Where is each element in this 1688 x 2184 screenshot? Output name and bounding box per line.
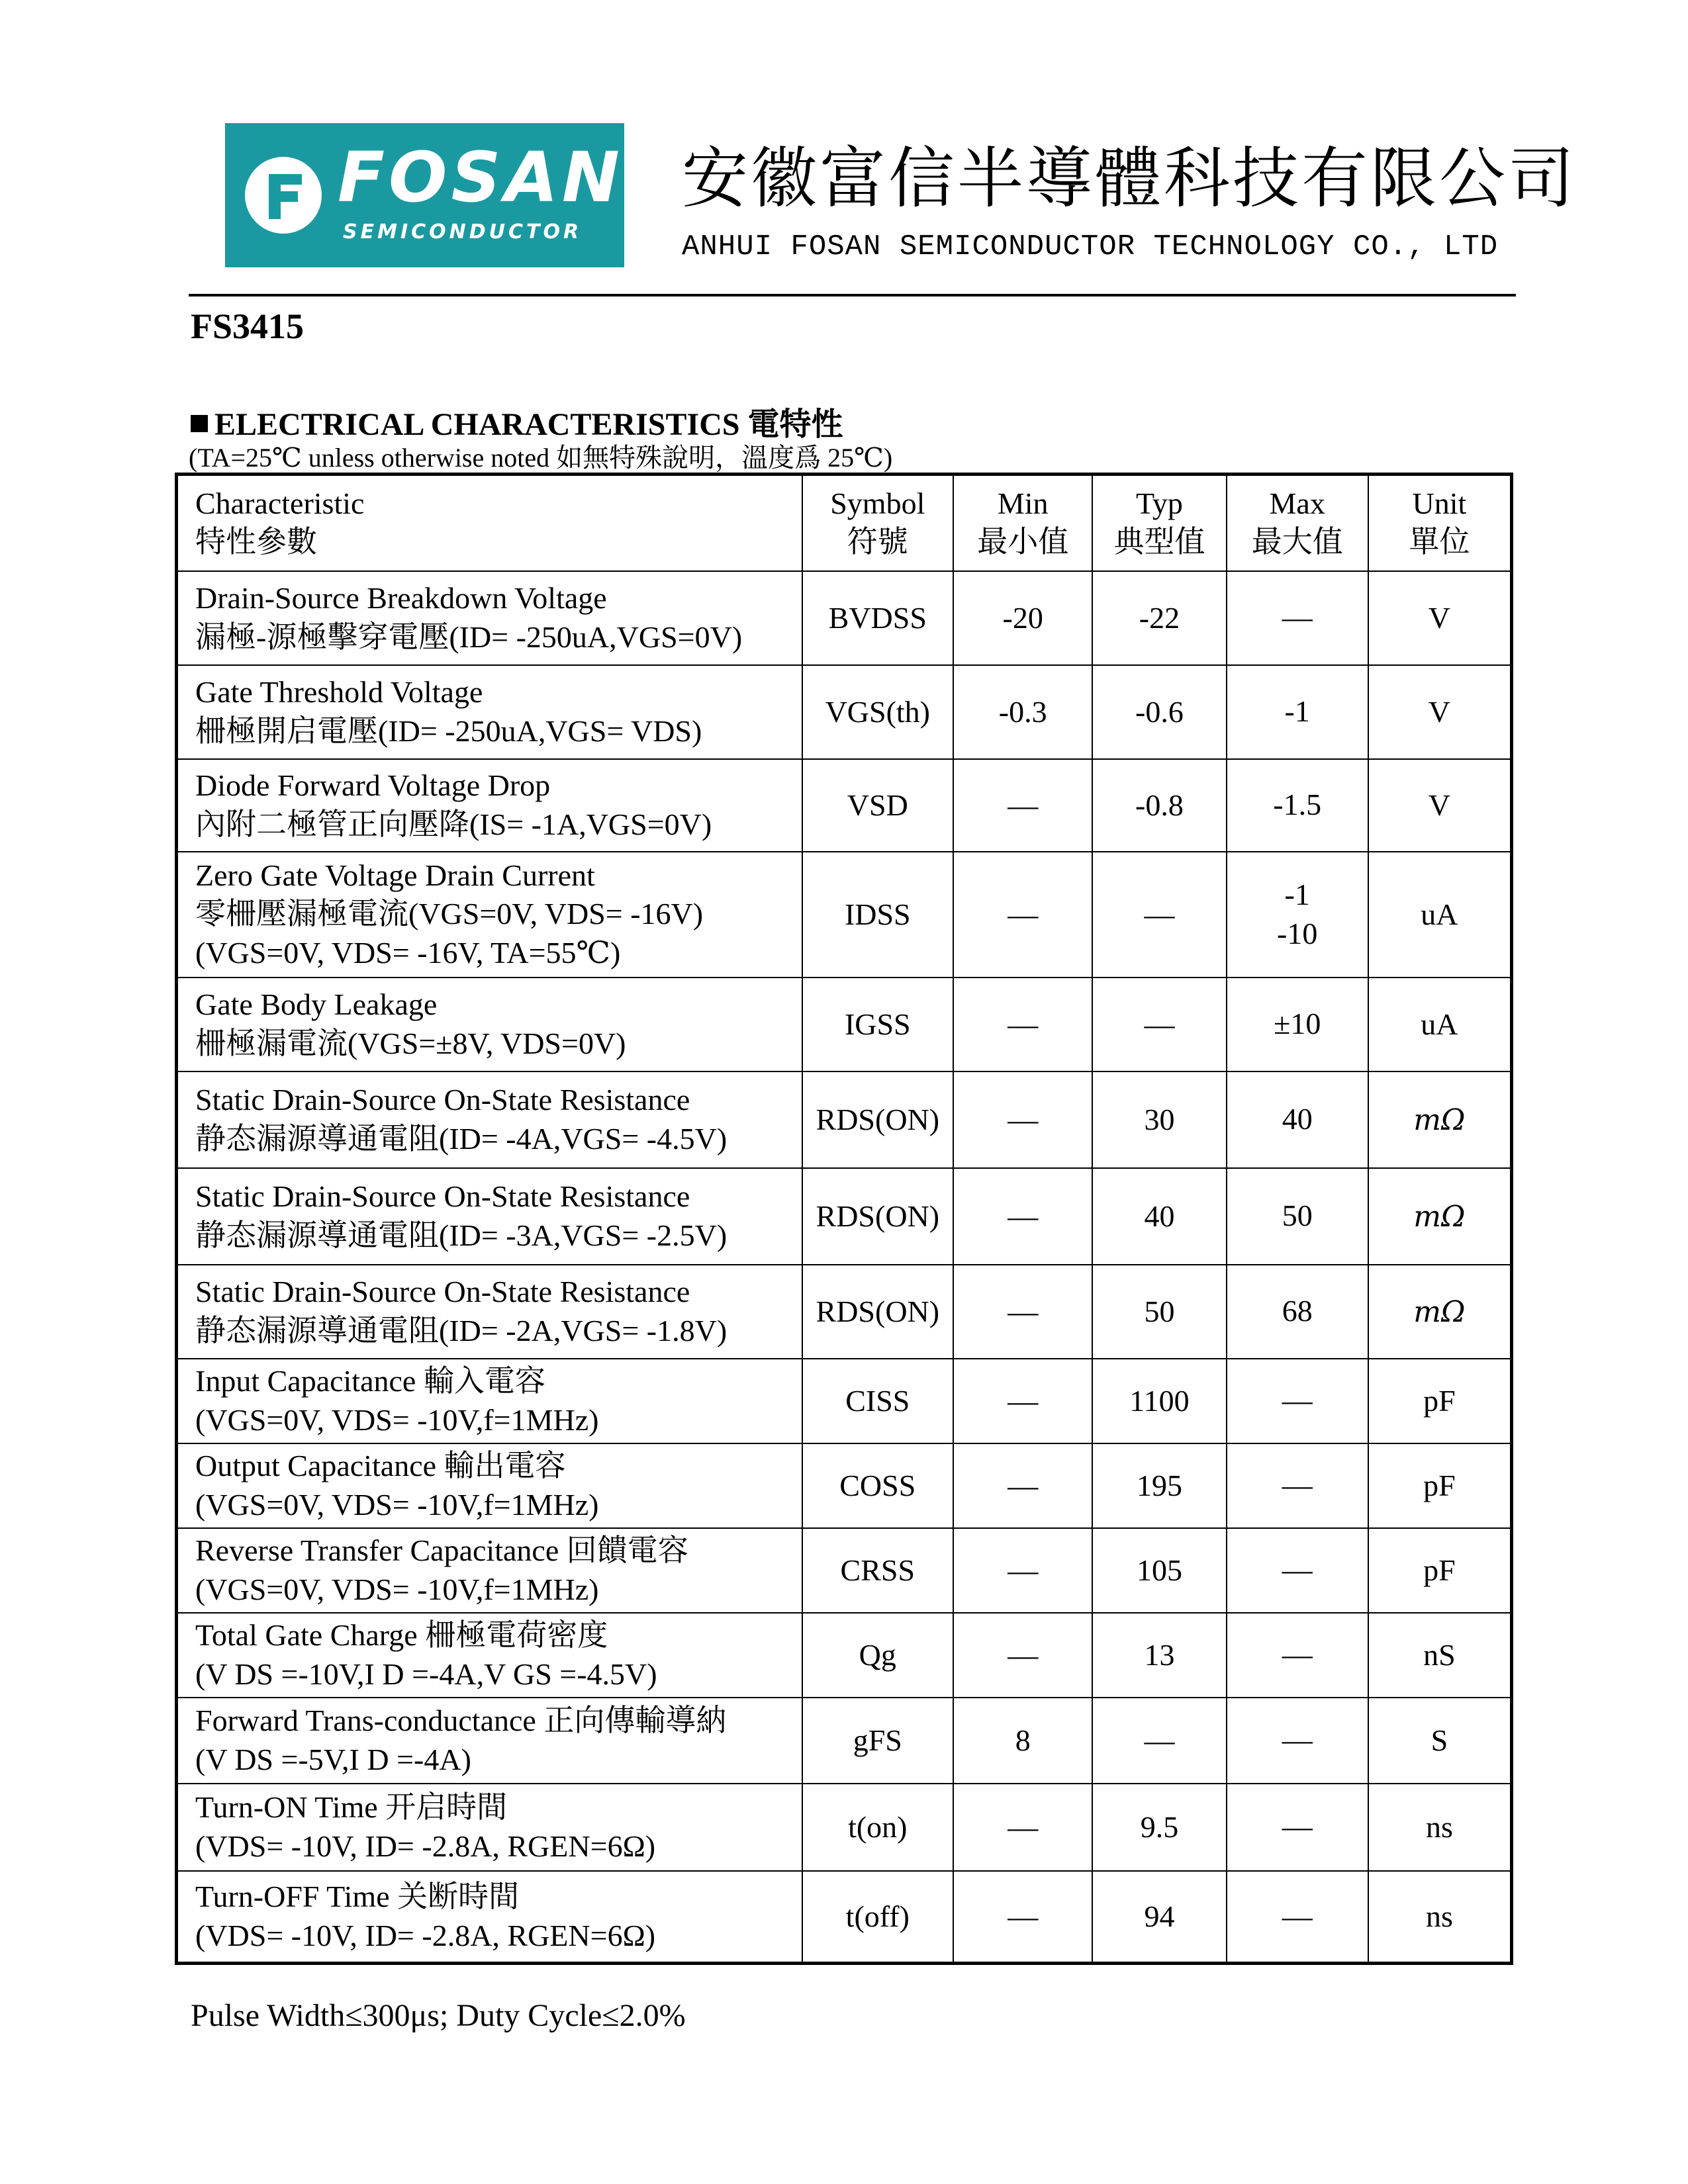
typ-cell (1092, 1528, 1226, 1613)
unit-value: pF (1423, 1553, 1456, 1587)
typ-cell (1092, 1168, 1226, 1265)
typ-value: 94 (1144, 1899, 1175, 1934)
max-value: -1 (1284, 878, 1310, 912)
typ-cell (1092, 1613, 1226, 1698)
table-row (177, 1613, 1512, 1698)
table-row (177, 759, 1512, 852)
min-cell (953, 759, 1092, 852)
min-cell (953, 1071, 1092, 1168)
symbol-text: RDS(ON) (816, 1199, 940, 1233)
characteristic-cell (177, 1613, 802, 1698)
company-logo (225, 123, 624, 267)
max-value: — (1282, 600, 1313, 635)
typ-value: 9.5 (1140, 1810, 1179, 1844)
header-cell (1368, 475, 1512, 571)
table-row (177, 1528, 1512, 1613)
symbol-cell (802, 665, 954, 759)
max-cell (1227, 852, 1368, 978)
header-label-en: Symbol (830, 486, 925, 520)
max-value: ±10 (1274, 1007, 1321, 1041)
characteristic-line: Gate Threshold Voltage (195, 675, 483, 709)
typ-cell (1092, 978, 1226, 1071)
max-value: 68 (1282, 1294, 1313, 1328)
characteristic-line: 內附二極管正向壓降(IS= -1A,VGS=0V) (195, 807, 712, 841)
symbol-cell (802, 1168, 954, 1265)
logo-subtitle: SEMICONDUCTOR (343, 220, 583, 244)
min-value: — (1008, 1638, 1039, 1672)
characteristic-line: 漏極-源極擊穿電壓(ID= -250uA,VGS=0V) (195, 619, 743, 654)
symbol-text: Qg (859, 1638, 896, 1672)
max-value: — (1282, 1809, 1313, 1844)
characteristic-cell (177, 1443, 802, 1528)
typ-cell (1092, 1265, 1226, 1359)
typ-value: -0.8 (1135, 788, 1184, 822)
max-value: 50 (1282, 1199, 1313, 1233)
min-value: — (1008, 1810, 1039, 1844)
max-cell (1227, 571, 1368, 665)
characteristic-line: (VDS= -10V, ID= -2.8A, RGEN=6Ω) (195, 1918, 656, 1952)
symbol-cell (802, 571, 954, 665)
min-value: 8 (1015, 1723, 1031, 1757)
unit-value: mΩ (1413, 1200, 1466, 1234)
header-label-en: Typ (1136, 486, 1183, 520)
characteristic-line: 零柵壓漏極電流(VGS=0V, VDS= -16V) (195, 897, 704, 931)
table-row (177, 1784, 1512, 1871)
min-value: -20 (1002, 601, 1043, 635)
symbol-cell (802, 1528, 954, 1613)
unit-value: pF (1423, 1384, 1456, 1418)
table-row (177, 1698, 1512, 1784)
typ-cell (1092, 665, 1226, 759)
characteristic-line: (VGS=0V, VDS= -16V, TA=55℃) (195, 935, 621, 970)
table-row (177, 571, 1512, 665)
characteristic-cell (177, 978, 802, 1071)
symbol-cell (802, 1871, 954, 1964)
max-cell (1227, 1871, 1368, 1964)
typ-cell (1092, 759, 1226, 852)
unit-value: S (1430, 1723, 1448, 1757)
max-cell (1227, 1613, 1368, 1698)
unit-value: pF (1423, 1469, 1456, 1502)
typ-cell (1092, 571, 1226, 665)
characteristic-cell (177, 1528, 802, 1613)
table-row (177, 1168, 1512, 1265)
typ-value: 195 (1136, 1469, 1182, 1502)
max-value: — (1282, 1383, 1313, 1418)
unit-cell (1368, 1265, 1512, 1359)
symbol-text: RDS(ON) (816, 1295, 940, 1328)
characteristic-line: Static Drain-Source On-State Resistance (195, 1275, 690, 1309)
typ-cell (1092, 1871, 1226, 1964)
max-value: — (1282, 1553, 1313, 1587)
characteristic-cell (177, 1698, 802, 1784)
min-cell (953, 1265, 1092, 1359)
characteristic-cell (177, 571, 802, 665)
table-body (177, 475, 1512, 1964)
table-header-row (177, 475, 1512, 571)
min-cell (953, 852, 1092, 978)
characteristic-cell (177, 1871, 802, 1964)
header-cell (1092, 475, 1226, 571)
typ-value: — (1144, 1723, 1175, 1757)
max-cell (1227, 1528, 1368, 1613)
min-cell (953, 1871, 1092, 1964)
min-value: — (1008, 1295, 1039, 1328)
max-value: -1.5 (1273, 788, 1322, 822)
typ-value: 105 (1136, 1553, 1182, 1587)
characteristic-line: Static Drain-Source On-State Resistance (195, 1083, 690, 1117)
symbol-cell (802, 978, 954, 1071)
unit-value: nS (1423, 1638, 1456, 1672)
table-row (177, 665, 1512, 759)
unit-value: V (1428, 788, 1451, 822)
unit-value: ns (1425, 1810, 1453, 1844)
symbol-cell (802, 1698, 954, 1784)
unit-value: V (1428, 601, 1451, 635)
unit-cell (1368, 1168, 1512, 1265)
min-value: -0.3 (998, 695, 1047, 729)
unit-value: mΩ (1413, 1103, 1466, 1137)
table-row (177, 1071, 1512, 1168)
characteristic-line: Input Capacitance 輸入電容 (195, 1364, 545, 1398)
min-value: — (1008, 1469, 1039, 1502)
min-cell (953, 571, 1092, 665)
section-title-text: ELECTRICAL CHARACTERISTICS 電特性 (214, 407, 843, 442)
company-name-en: ANHUI FOSAN SEMICONDUCTOR TECHNOLOGY CO., LTD (682, 230, 1499, 263)
max-cell (1227, 665, 1368, 759)
characteristic-line: (V DS =-10V,I D =-4A,V GS =-4.5V) (195, 1657, 657, 1691)
unit-value: uA (1421, 1007, 1458, 1041)
header-label-cn: 符號 (847, 525, 908, 559)
characteristic-line: (V DS =-5V,I D =-4A) (195, 1742, 471, 1776)
min-cell (953, 1443, 1092, 1528)
header-cell (953, 475, 1092, 571)
max-value: — (1282, 1468, 1313, 1502)
typ-value: — (1144, 897, 1175, 931)
unit-cell (1368, 1613, 1512, 1698)
characteristic-line: Forward Trans-conductance 正向傳輸導納 (195, 1704, 727, 1738)
characteristic-line: Reverse Transfer Capacitance 回饋電容 (195, 1533, 688, 1568)
symbol-cell (802, 1443, 954, 1528)
unit-cell (1368, 1443, 1512, 1528)
symbol-text: COSS (839, 1469, 916, 1502)
typ-cell (1092, 1784, 1226, 1871)
max-cell (1227, 978, 1368, 1071)
header-label-en: Min (997, 486, 1049, 520)
typ-cell (1092, 1443, 1226, 1528)
part-number: FS3415 (191, 306, 305, 346)
symbol-cell (802, 1784, 954, 1871)
typ-value: 50 (1144, 1295, 1175, 1328)
characteristic-line: (VDS= -10V, ID= -2.8A, RGEN=6Ω) (195, 1829, 656, 1863)
characteristic-cell (177, 852, 802, 978)
min-cell (953, 978, 1092, 1071)
test-conditions: (TA=25℃ unless otherwise noted 如無特殊說明，溫度爲 25℃) (189, 443, 893, 473)
unit-cell (1368, 1359, 1512, 1443)
header-divider (189, 294, 1516, 296)
characteristic-line: Gate Body Leakage (195, 987, 438, 1022)
max-cell (1227, 1359, 1368, 1443)
characteristic-line: 静态漏源導通電阻(ID= -2A,VGS= -1.8V) (195, 1313, 727, 1347)
symbol-cell (802, 759, 954, 852)
symbol-text: IGSS (844, 1007, 911, 1041)
max-value: — (1282, 1899, 1313, 1933)
unit-cell (1368, 1784, 1512, 1871)
symbol-cell (802, 1071, 954, 1168)
symbol-text: gFS (853, 1723, 902, 1757)
max-value: -1 (1284, 694, 1310, 729)
header-label-cn: 最小值 (977, 525, 1069, 559)
company-name-cn: 安徽富信半導體科技有限公司 (682, 140, 1577, 217)
min-value: — (1008, 1899, 1039, 1934)
footnote: Pulse Width≤300μs; Duty Cycle≤2.0% (191, 1998, 686, 2033)
table-row (177, 1265, 1512, 1359)
characteristic-line: Total Gate Charge 柵極電荷密度 (195, 1618, 608, 1653)
unit-cell (1368, 978, 1512, 1071)
typ-value: -0.6 (1135, 695, 1184, 729)
header-label-cn: 典型值 (1113, 525, 1205, 559)
characteristic-line: 静态漏源導通電阻(ID= -4A,VGS= -4.5V) (195, 1121, 727, 1156)
table-row (177, 1443, 1512, 1528)
min-cell (953, 1168, 1092, 1265)
unit-value: uA (1421, 897, 1458, 931)
header-label-en: Characteristic (195, 486, 365, 520)
min-value: — (1008, 897, 1039, 931)
symbol-text: CISS (845, 1384, 910, 1418)
min-value: — (1008, 1199, 1039, 1233)
header-cell (1227, 475, 1368, 571)
typ-value: 40 (1144, 1199, 1175, 1233)
fosan-logo-icon (242, 154, 324, 236)
min-cell (953, 665, 1092, 759)
typ-cell (1092, 1698, 1226, 1784)
unit-value: V (1428, 695, 1451, 729)
header-label-en: Unit (1412, 486, 1467, 520)
symbol-text: BVDSS (828, 601, 927, 635)
typ-cell (1092, 1071, 1226, 1168)
characteristic-cell (177, 665, 802, 759)
characteristics-table (175, 473, 1513, 1965)
typ-cell (1092, 1359, 1226, 1443)
characteristic-line: (VGS=0V, VDS= -10V,f=1MHz) (195, 1487, 599, 1522)
max-cell (1227, 1265, 1368, 1359)
table-row (177, 1359, 1512, 1443)
characteristic-line: 柵極漏電流(VGS=±8V, VDS=0V) (195, 1026, 626, 1060)
max-cell (1227, 1443, 1368, 1528)
characteristic-cell (177, 1168, 802, 1265)
typ-value: 30 (1144, 1103, 1175, 1136)
header-label-cn: 特性參數 (195, 525, 317, 559)
symbol-text: VGS(th) (825, 695, 931, 729)
symbol-cell (802, 1613, 954, 1698)
header-label-en: Max (1269, 486, 1325, 520)
symbol-text: RDS(ON) (816, 1103, 940, 1136)
typ-cell (1092, 852, 1226, 978)
logo-name: FOSAN (338, 137, 624, 218)
min-value: — (1008, 1384, 1039, 1418)
table-row (177, 852, 1512, 978)
characteristic-line: Turn-OFF Time 关断時間 (195, 1880, 520, 1914)
characteristic-line: (VGS=0V, VDS= -10V,f=1MHz) (195, 1572, 599, 1606)
max-cell (1227, 1168, 1368, 1265)
characteristic-line: (VGS=0V, VDS= -10V,f=1MHz) (195, 1402, 599, 1437)
header-cell (802, 475, 954, 571)
characteristic-cell (177, 1071, 802, 1168)
max-value: 40 (1282, 1102, 1313, 1136)
symbol-text: IDSS (844, 897, 911, 931)
max-cell (1227, 1698, 1368, 1784)
characteristic-line: 静态漏源導通電阻(ID= -3A,VGS= -2.5V) (195, 1218, 727, 1252)
table-row (177, 1871, 1512, 1964)
min-value: — (1008, 1007, 1039, 1041)
characteristic-cell (177, 759, 802, 852)
header-cell (177, 475, 802, 571)
characteristic-cell (177, 1359, 802, 1443)
characteristic-line: Output Capacitance 輸出電容 (195, 1449, 566, 1483)
max-cell (1227, 1784, 1368, 1871)
bullet-square-icon (191, 415, 208, 432)
min-cell (953, 1359, 1092, 1443)
min-cell (953, 1784, 1092, 1871)
symbol-text: t(on) (848, 1810, 908, 1844)
unit-value: mΩ (1413, 1295, 1466, 1329)
typ-value: -22 (1139, 601, 1180, 635)
unit-cell (1368, 665, 1512, 759)
unit-cell (1368, 1528, 1512, 1613)
characteristic-line: Turn-ON Time 开启時間 (195, 1790, 508, 1825)
min-value: — (1008, 1553, 1039, 1587)
unit-cell (1368, 1071, 1512, 1168)
characteristic-line: Zero Gate Voltage Drain Current (195, 858, 595, 892)
min-value: — (1008, 788, 1039, 822)
min-cell (953, 1528, 1092, 1613)
min-cell (953, 1698, 1092, 1784)
symbol-cell (802, 1265, 954, 1359)
characteristic-cell (177, 1265, 802, 1359)
characteristic-line: Drain-Source Breakdown Voltage (195, 581, 607, 615)
table-row (177, 978, 1512, 1071)
unit-cell (1368, 1871, 1512, 1964)
max-value: -10 (1277, 916, 1318, 950)
max-cell (1227, 1071, 1368, 1168)
characteristic-cell (177, 1784, 802, 1871)
typ-value: 1100 (1129, 1384, 1190, 1418)
characteristic-line: Static Drain-Source On-State Resistance (195, 1179, 690, 1214)
max-cell (1227, 759, 1368, 852)
symbol-text: t(off) (845, 1899, 910, 1934)
min-value: — (1008, 1103, 1039, 1136)
min-cell (953, 1613, 1092, 1698)
typ-value: — (1144, 1007, 1175, 1041)
symbol-text: VSD (847, 788, 908, 822)
unit-cell (1368, 852, 1512, 978)
characteristic-line: 柵極開启電壓(ID= -250uA,VGS= VDS) (195, 713, 702, 748)
characteristic-line: Diode Forward Voltage Drop (195, 768, 551, 803)
unit-cell (1368, 571, 1512, 665)
symbol-cell (802, 1359, 954, 1443)
max-value: — (1282, 1637, 1313, 1672)
unit-cell (1368, 1698, 1512, 1784)
symbol-text: CRSS (840, 1553, 915, 1587)
unit-value: ns (1425, 1899, 1453, 1934)
typ-value: 13 (1144, 1638, 1175, 1672)
header-label-cn: 單位 (1409, 525, 1470, 559)
unit-cell (1368, 759, 1512, 852)
header-label-cn: 最大值 (1251, 525, 1343, 559)
symbol-cell (802, 852, 954, 978)
max-value: — (1282, 1723, 1313, 1757)
